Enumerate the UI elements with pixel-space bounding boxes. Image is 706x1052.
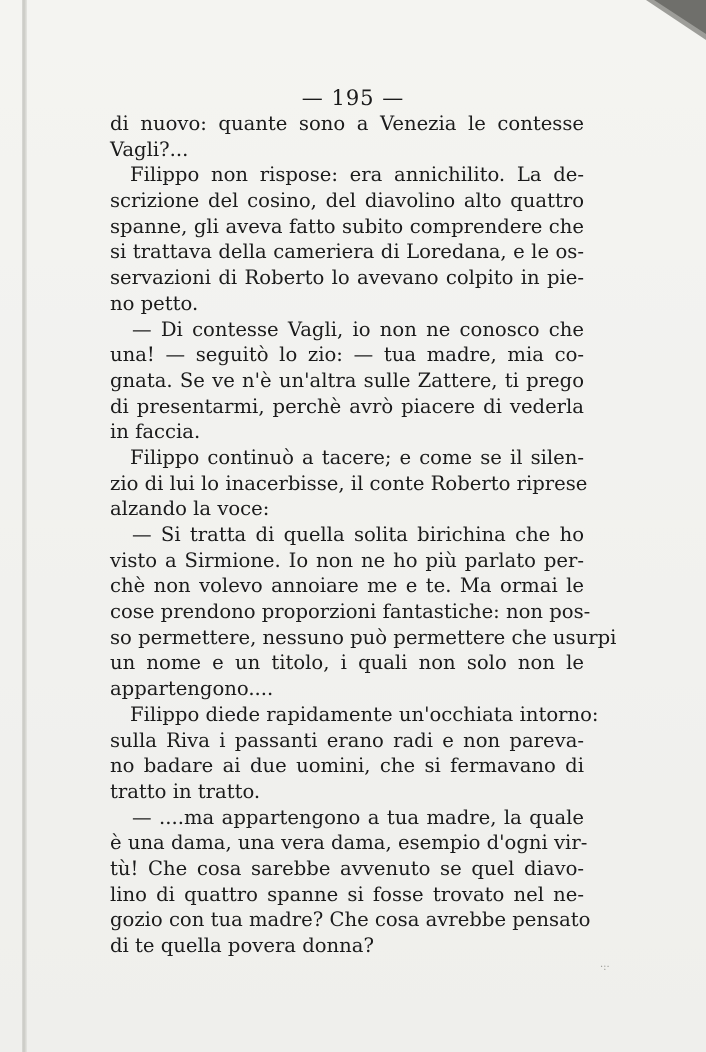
text-line: di te quella povera donna?	[110, 934, 374, 957]
text-line: è una dama, una vera dama, esempio d'ogni vir-	[110, 831, 588, 855]
text-line: appartengono....	[110, 677, 274, 701]
text-line: Filippo diede rapidamente un'occhiata intorno:	[130, 702, 599, 726]
text-line: chè non volevo annoiare me e te. Ma ormai le	[110, 574, 584, 598]
paper-speck: ·:·	[600, 962, 610, 973]
text-line: spanne, gli aveva fatto subito comprendere che	[110, 214, 584, 238]
text-line: tù! Che cosa sarebbe avvenuto se quel diavo-	[110, 856, 584, 880]
text-line: servazioni di Roberto lo avevano colpito in pie-	[110, 266, 584, 290]
text-line: sulla Riva i passanti erano radi e non pareva-	[110, 728, 584, 752]
text-line: gozio con tua madre? Che cosa avrebbe pensato	[110, 908, 591, 932]
text-line: — ....ma appartengono a tua madre, la quale	[132, 805, 584, 829]
text-line: una! — seguitò lo zio: — tua madre, mia co-	[110, 343, 584, 367]
text-line: Filippo continuò a tacere; e come se il silen-	[130, 445, 584, 469]
text-line: so permettere, nessuno può permettere che usurpi	[110, 625, 617, 649]
text-line: — Si tratta di quella solita birichina che ho	[132, 523, 584, 546]
folded-corner	[646, 0, 706, 40]
text-line: zio di lui lo inacerbisse, il conte Roberto riprese	[110, 471, 588, 495]
text-line: lino di quattro spanne si fosse trovato nel ne-	[110, 882, 584, 906]
text-line: di nuovo: quante sono a Venezia le contesse	[110, 112, 584, 135]
text-line: Filippo non rispose: era annichilito. La de-	[130, 163, 584, 187]
text-line: di presentarmi, perchè avrò piacere di vederla	[110, 394, 584, 418]
text-line: visto a Sirmione. Io non ne ho più parlato per-	[110, 548, 584, 572]
text-line: un nome e un titolo, i quali non solo non le	[110, 651, 584, 675]
text-line: tratto in tratto.	[110, 779, 261, 803]
body-text	[110, 111, 617, 959]
text-line: cose prendono proporzioni fantastiche: non pos-	[110, 600, 591, 624]
text-line: Vagli?...	[110, 137, 189, 161]
text-line: no badare ai due uomini, che si fermavano di	[110, 754, 584, 778]
binding-edge	[22, 0, 27, 1052]
text-line: alzando la voce:	[110, 497, 270, 521]
page-number: — 195 —	[301, 86, 405, 110]
text-line: no petto.	[110, 291, 199, 315]
text-line: gnata. Se ve n'è un'altra sulle Zattere, ti prego	[110, 368, 584, 392]
text-line: si trattava della cameriera di Loredana, e le os-	[110, 240, 584, 264]
text-line: in faccia.	[110, 420, 201, 444]
text-line: — Di contesse Vagli, io non ne conosco che	[132, 317, 584, 341]
text-line: scrizione del cosino, del diavolino alto quattro	[110, 189, 584, 213]
